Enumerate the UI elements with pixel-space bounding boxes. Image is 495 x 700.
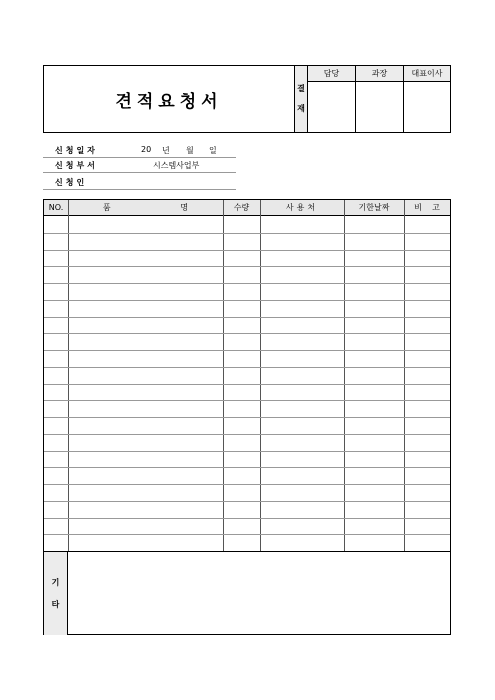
table-cell-note[interactable] [406,216,448,233]
table-row [44,501,450,518]
table-cell-note[interactable] [406,367,448,384]
table-cell-note[interactable] [406,250,448,267]
table-row [44,400,450,417]
table-cell-no[interactable] [46,451,66,468]
table-cell-no[interactable] [46,400,66,417]
table-row [44,417,450,434]
table-cell-item[interactable] [70,333,221,350]
table-cell-item[interactable] [70,216,221,233]
table-cell-item[interactable] [70,266,221,283]
table-cell-deadline[interactable] [346,400,402,417]
th-item-a: 품 [102,203,111,212]
table-cell-deadline[interactable] [346,216,402,233]
table-row [44,317,450,334]
table-cell-deadline[interactable] [346,300,402,317]
table-cell-qty[interactable] [225,417,258,434]
table-cell-note[interactable] [406,534,448,551]
table-cell-no[interactable] [46,367,66,384]
info-applicant-label: 신청인 [55,178,88,187]
table-cell-no[interactable] [46,518,66,535]
table-cell-deadline[interactable] [346,501,402,518]
approval-head-staff: 담당 [308,66,355,82]
table-cell-usage[interactable] [262,333,342,350]
th-note [404,200,450,215]
approval-col-staff [308,66,356,132]
remarks-field[interactable] [72,556,444,630]
table-cell-item[interactable] [70,384,221,401]
table-cell-qty[interactable] [225,484,258,501]
table-cell-deadline[interactable] [346,451,402,468]
table-cell-usage[interactable] [262,534,342,551]
th-item-b: 명 [180,203,189,212]
table-cell-item[interactable] [70,367,221,384]
table-row [44,384,450,401]
approval-col-ceo [404,66,450,132]
table-cell-deadline[interactable] [346,333,402,350]
table-cell-no[interactable] [46,317,66,334]
table-cell-usage[interactable] [262,417,342,434]
table-cell-note[interactable] [406,484,448,501]
table-cell-note[interactable] [406,283,448,300]
table-cell-no[interactable] [46,300,66,317]
table-cell-no[interactable] [46,501,66,518]
table-cell-usage[interactable] [262,501,342,518]
table-cell-qty[interactable] [225,434,258,451]
table-cell-qty[interactable] [225,250,258,267]
approval-head-manager: 과장 [356,66,403,82]
date-month-unit: 월 [186,146,194,155]
table-cell-no[interactable] [46,250,66,267]
table-cell-deadline[interactable] [346,467,402,484]
th-item [68,200,223,215]
th-no: NO. [48,203,64,212]
table-cell-usage[interactable] [262,484,342,501]
table-row [44,350,450,367]
table-row [44,367,450,384]
approval-head-ceo: 대표이사 [404,66,450,82]
table-cell-note[interactable] [406,417,448,434]
info-date-row [43,143,236,158]
table-cell-item[interactable] [70,250,221,267]
table-cell-item[interactable] [70,283,221,300]
table-cell-usage[interactable] [262,250,342,267]
table-cell-no[interactable] [46,266,66,283]
table-cell-item[interactable] [70,400,221,417]
table-row [44,250,450,267]
approval-label [294,66,308,132]
table-cell-item[interactable] [70,501,221,518]
table-row [44,534,450,551]
table-cell-qty[interactable] [225,333,258,350]
info-applicant-row [43,175,236,190]
table-cell-no[interactable] [46,350,66,367]
document-header [43,65,451,133]
table-cell-qty[interactable] [225,400,258,417]
info-dept-value: 시스템사업부 [153,161,200,170]
table-cell-note[interactable] [406,467,448,484]
approval-col-manager [356,66,404,132]
table-cell-qty[interactable] [225,350,258,367]
table-cell-qty[interactable] [225,233,258,250]
table-cell-usage[interactable] [262,384,342,401]
table-row [44,451,450,468]
table-cell-deadline[interactable] [346,233,402,250]
table-cell-no[interactable] [46,484,66,501]
table-cell-no[interactable] [46,333,66,350]
table-cell-deadline[interactable] [346,266,402,283]
table-cell-item[interactable] [70,484,221,501]
th-usage: 사용처 [285,203,319,212]
table-cell-deadline[interactable] [346,534,402,551]
table-cell-no[interactable] [46,384,66,401]
table-cell-qty[interactable] [225,534,258,551]
table-cell-item[interactable] [70,534,221,551]
table-cell-qty[interactable] [225,501,258,518]
th-qty: 수량 [233,203,250,212]
table-cell-note[interactable] [406,233,448,250]
table-cell-note[interactable] [406,434,448,451]
table-row [44,233,450,250]
table-cell-qty[interactable] [225,367,258,384]
table-cell-deadline[interactable] [346,484,402,501]
table-cell-no[interactable] [46,434,66,451]
table-cell-usage[interactable] [262,300,342,317]
table-header [44,200,450,216]
table-cell-item[interactable] [70,451,221,468]
table-cell-deadline[interactable] [346,417,402,434]
table-cell-usage[interactable] [262,451,342,468]
table-cell-deadline[interactable] [346,367,402,384]
table-cell-item[interactable] [70,350,221,367]
table-cell-usage[interactable] [262,518,342,535]
approval-grid [308,66,450,132]
table-row [44,484,450,501]
table-cell-qty[interactable] [225,266,258,283]
table-cell-no[interactable] [46,233,66,250]
date-year-prefix: 20 [141,145,152,154]
table-cell-deadline[interactable] [346,518,402,535]
table-cell-no[interactable] [46,467,66,484]
remarks-label-top: 기 [51,577,60,587]
table-cell-qty[interactable] [225,283,258,300]
approval-label-top: 결 [297,84,305,93]
table-row [44,300,450,317]
table-cell-note[interactable] [406,518,448,535]
table-cell-note[interactable] [406,300,448,317]
table-row [44,518,450,535]
remarks-label [44,552,68,635]
table-cell-usage[interactable] [262,350,342,367]
table-cell-item[interactable] [70,300,221,317]
document-title: 견적요청서 [115,91,223,112]
table-row [44,467,450,484]
table-cell-deadline[interactable] [346,283,402,300]
table-cell-no[interactable] [46,283,66,300]
table-cell-item[interactable] [70,434,221,451]
table-cell-deadline[interactable] [346,317,402,334]
table-cell-usage[interactable] [262,216,342,233]
table-cell-note[interactable] [406,384,448,401]
table-cell-usage[interactable] [262,317,342,334]
table-cell-item[interactable] [70,417,221,434]
table-cell-no[interactable] [46,216,66,233]
table-cell-note[interactable] [406,400,448,417]
table-cell-usage[interactable] [262,266,342,283]
date-day-unit: 일 [209,146,217,155]
table-cell-item[interactable] [70,317,221,334]
info-dept-label: 신청부서 [55,161,98,170]
remarks-section [44,551,450,635]
items-table [43,199,451,635]
table-cell-qty[interactable] [225,384,258,401]
table-cell-qty[interactable] [225,518,258,535]
table-cell-note[interactable] [406,317,448,334]
table-cell-note[interactable] [406,350,448,367]
table-cell-deadline[interactable] [346,434,402,451]
table-cell-no[interactable] [46,417,66,434]
table-cell-item[interactable] [70,467,221,484]
table-cell-note[interactable] [406,501,448,518]
table-cell-note[interactable] [406,333,448,350]
table-cell-deadline[interactable] [346,384,402,401]
table-cell-qty[interactable] [225,300,258,317]
table-cell-deadline[interactable] [346,350,402,367]
table-row [44,434,450,451]
th-note-a: 비 [414,203,422,212]
approval-label-bottom: 재 [297,104,305,113]
table-row [44,266,450,283]
table-row [44,283,450,300]
table-cell-qty[interactable] [225,451,258,468]
table-cell-usage[interactable] [262,400,342,417]
table-cell-note[interactable] [406,451,448,468]
info-date-label: 신청일자 [55,146,98,155]
table-cell-qty[interactable] [225,216,258,233]
table-cell-item[interactable] [70,233,221,250]
th-note-b: 고 [432,203,440,212]
table-cell-qty[interactable] [225,467,258,484]
table-cell-usage[interactable] [262,283,342,300]
table-cell-usage[interactable] [262,467,342,484]
table-cell-item[interactable] [70,518,221,535]
table-cell-usage[interactable] [262,233,342,250]
table-row [44,333,450,350]
info-dept-row [43,158,236,173]
remarks-label-bottom: 타 [51,599,60,609]
table-cell-deadline[interactable] [346,250,402,267]
date-year-unit: 년 [162,146,170,155]
table-cell-usage[interactable] [262,434,342,451]
table-cell-note[interactable] [406,266,448,283]
table-row [44,216,450,233]
th-deadline: 기한날짜 [358,203,390,212]
table-cell-qty[interactable] [225,317,258,334]
table-cell-no[interactable] [46,534,66,551]
table-cell-usage[interactable] [262,367,342,384]
